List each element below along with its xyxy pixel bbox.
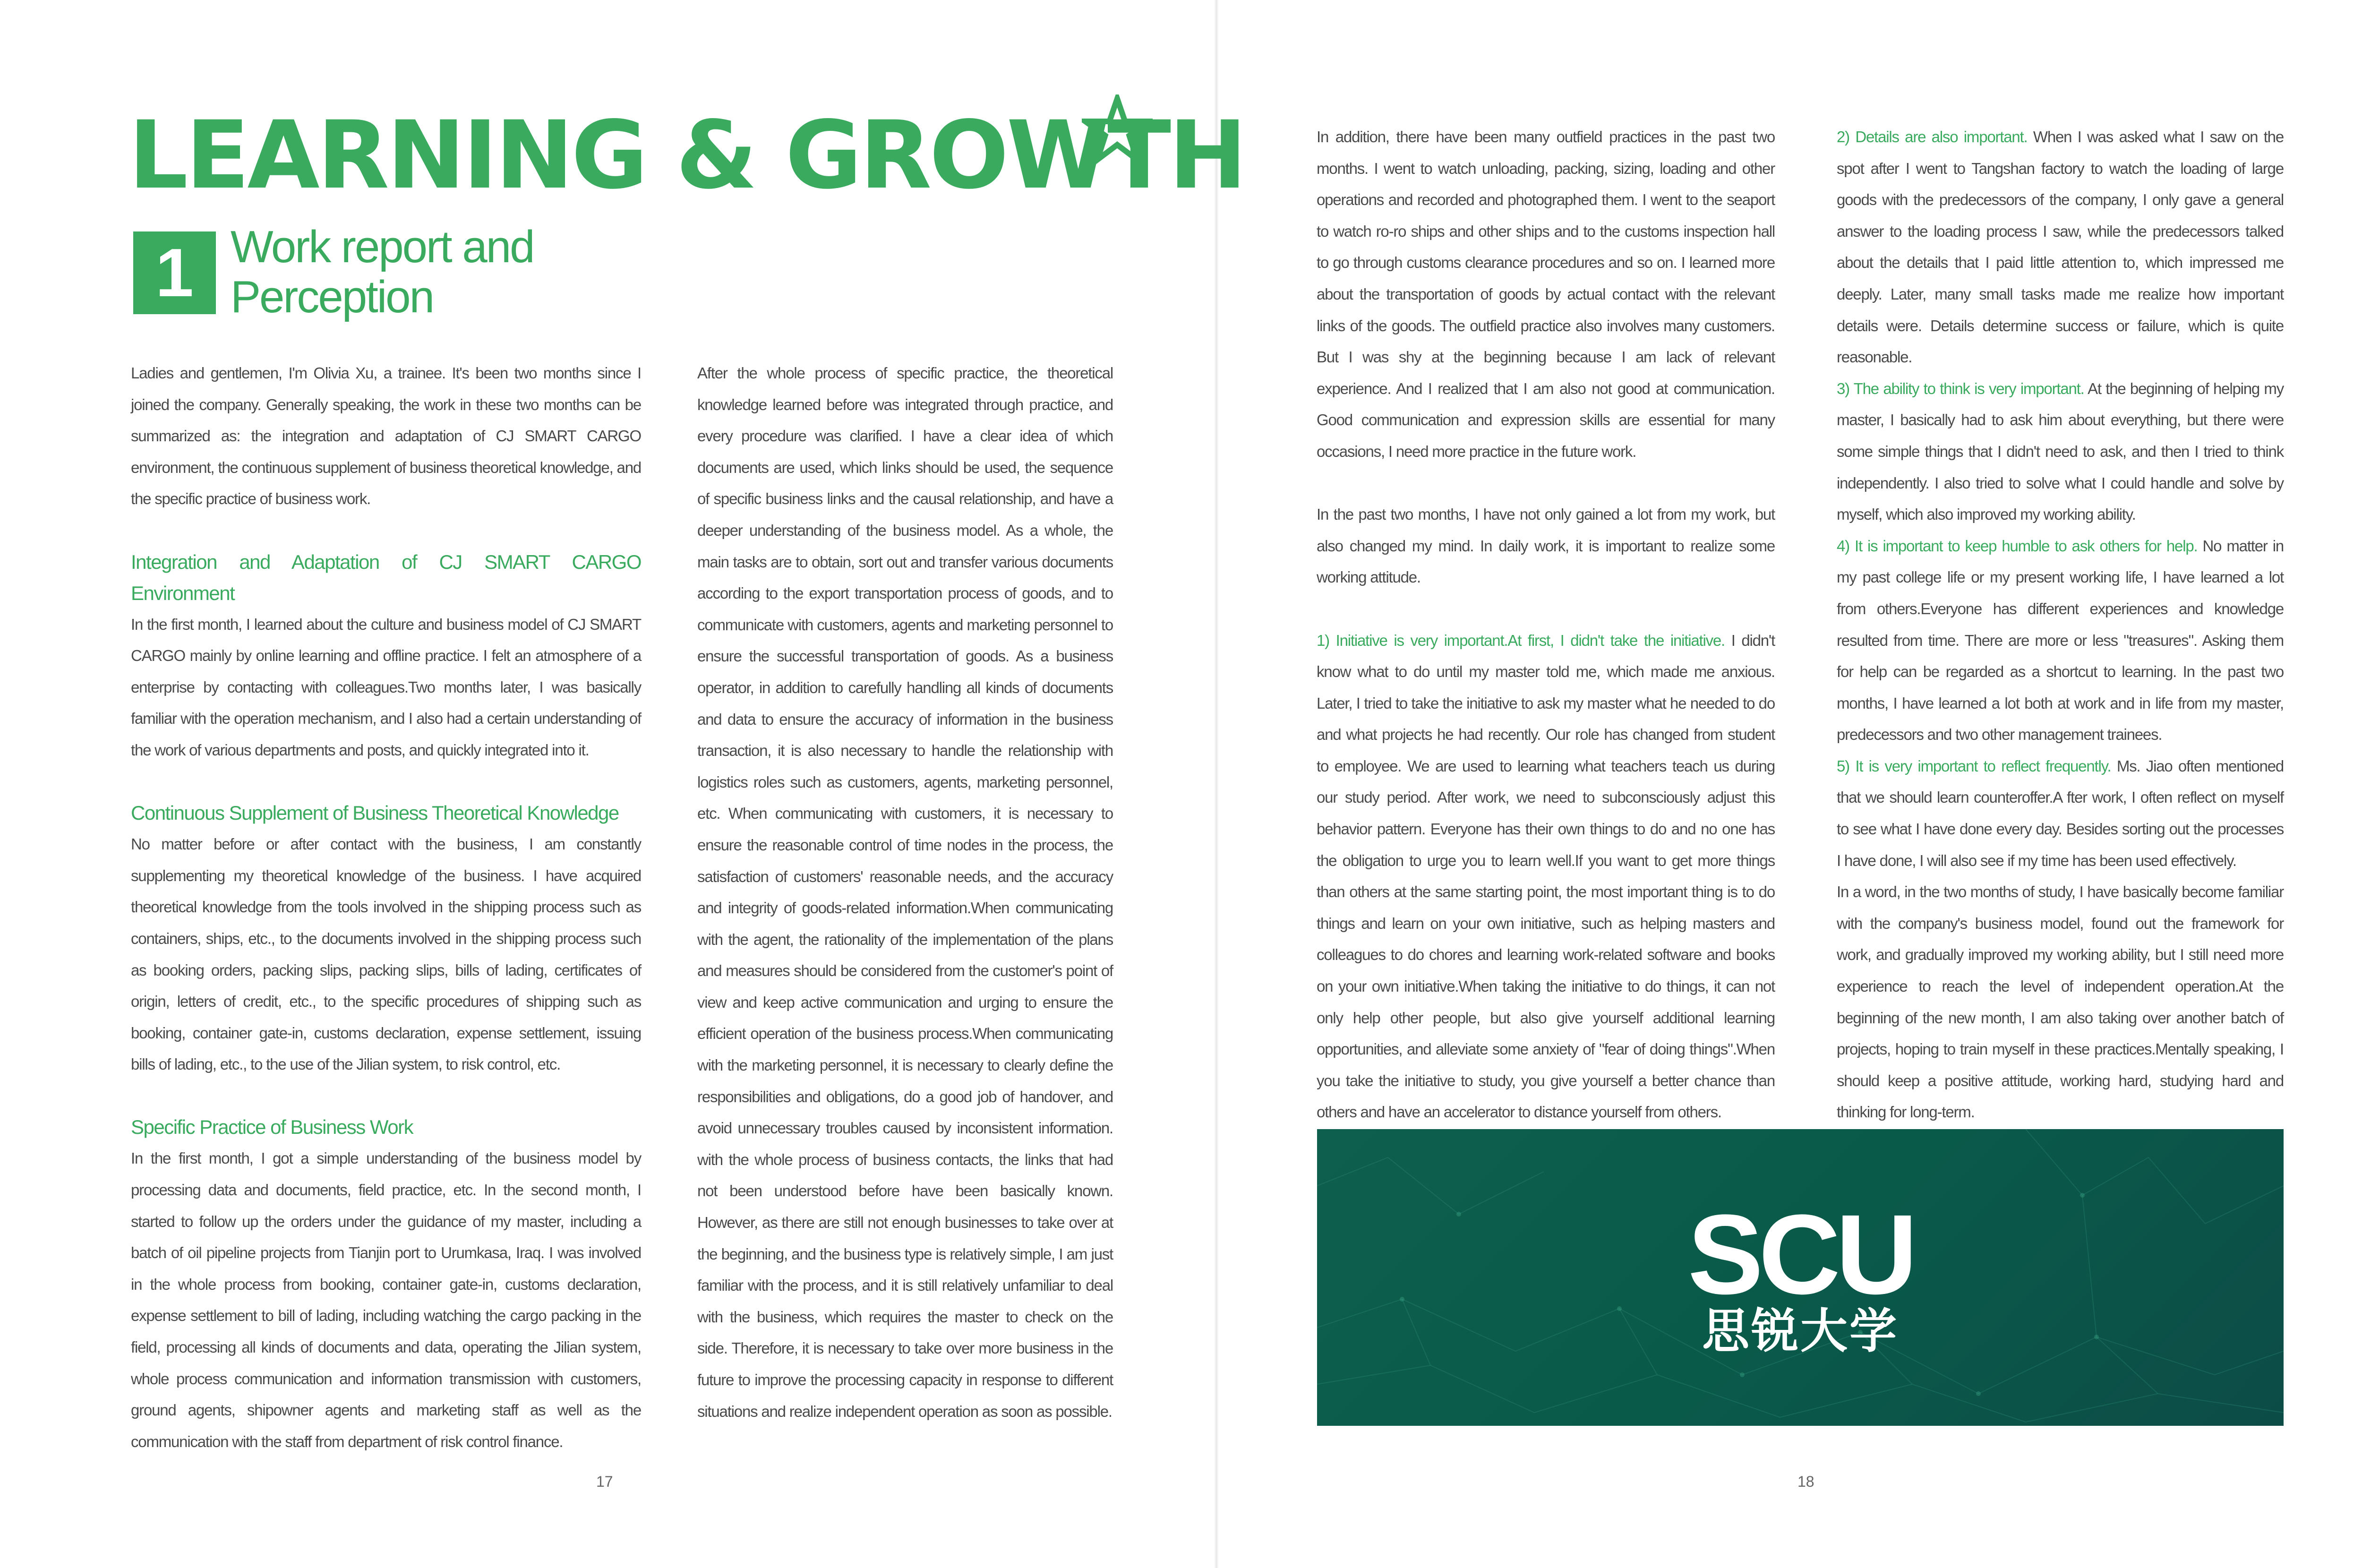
point-initiative-body: I didn't know what to do until my master told me, which made me anxious. Later, I tried to take the initiative to ask my master what he needed to do and what projects he had recently. Our role has changed from student to employee. We are used to learning what teachers teach us during our study period. After work, we need to subconsciously adjust this behavior pattern. Everyone has their own things to do and no one has the obligation to urge you to learn well.If you want to get more things than others at the same starting point, the most important thing is to do things and learn on your own initiative, such as helping masters and colleagues to do chores and learning work-related software and books on your own initiative.When taking the initiative to do things, it can not only help other people, but also give yourself additional learning opportunities, and alleviate some anxiety of "fear of doing things".When you take the initiative to study, you give yourself a better chance than others and have an accelerator to distance yourself from others.	[1317, 631, 1775, 1121]
scu-banner	[1317, 1129, 2284, 1426]
page-spine	[1214, 0, 1219, 1568]
point-humble-body: No matter in my past college life or my present working life, I have learned a lot from others.Everyone has different experiences and knowledge resulted from time. There are more or less "treasures". Asking them for help can be regarded as a shortcut to learning. In the past two months, I have learned a lot both at work and in life from my master, predecessors and two other management trainees.	[1837, 537, 2284, 744]
star-icon	[1082, 94, 1153, 165]
paragraph-reflect	[1837, 751, 2284, 876]
paragraph-details	[1837, 121, 2284, 373]
paragraph-initiative	[1317, 625, 1775, 1129]
left-column-1	[131, 358, 641, 1457]
point-initiative-lead: 1) Initiative is very important.At first, I didn't take the initiative.	[1317, 631, 1725, 649]
right-column-1	[1317, 121, 1775, 1128]
point-details-lead: 2) Details are also important.	[1837, 128, 2028, 146]
left-column-2	[697, 358, 1113, 1427]
point-reflect-body: Ms. Jiao often mentioned that we should learn counteroffer.A fter work, I often reflect on myself to see what I have done every day. Besides sorting out the processes I have done, I will also see if my time has been used effectively.	[1837, 757, 2284, 869]
point-reflect-lead: 5) It is very important to reflect frequently.	[1837, 757, 2111, 775]
subheading-practice: Specific Practice of Business Work	[131, 1116, 413, 1139]
paragraph-thinking	[1837, 373, 2284, 531]
page-number-right: 18	[1797, 1473, 1814, 1490]
section-number-badge: 1	[133, 231, 216, 314]
page-title: LEARNING & GROWTH	[128, 101, 1245, 210]
paragraph-outfield: In addition, there have been many outfield practices in the past two months. I went to watch unloading, packing, sizing, loading and other operations and recorded and photographed them. I went to the seaport to watch ro-ro ships and other ships and to the customs inspection hall to go through customs clearance procedures and so on. I learned more about the transportation of goods by actual contact with the relevant links of the goods. The outfield practice also involves many customers. But I was shy at the beginning because I am lack of relevant experience. And I realized that I am also not good at communication. Good communication and expression skills are essential for many occasions, I need more practice in the future work.	[1317, 128, 1775, 460]
scu-logo-text: SCU	[1687, 1191, 1913, 1318]
paragraph-theory: No matter before or after contact with the business, I am constantly supplementing my theoretical knowledge of the business. I have acquired theoretical knowledge from the tools involved in the shipping process such as containers, ships, etc., to the documents involved in the shipping process such as booking orders, packing slips, packing slips, bills of lading, certificates of origin, letters of credit, etc., to the specific procedures of shipping such as booking, container gate-in, customs declaration, expense settlement, issuing bills of lading, etc., to the use of the Jilian system, to risk control, etc.	[131, 835, 641, 1073]
paragraph-practice: In the first month, I got a simple understanding of the business model by processing data and documents, field practice, etc. In the second month, I started to follow up the orders under the guidance of my master, including a batch of oil pipeline projects from Tianjin port to Urumkasa, Iraq. I was involved in the whole process from booking, container gate-in, customs declaration, expense settlement to bill of lading, including watching the cargo packing in the field, processing all kinds of documents and data, operating the Jilian system, whole process communication and information transmission with customers, ground agents, shipowner agents and marketing staff as well as the communication with the staff from department of risk control finance.	[131, 1149, 641, 1450]
point-details-body: When I was asked what I saw on the spot after I went to Tangshan factory to watch the loading of large goods with the predecessors of the company, I only gave a general answer to the loading process I saw, while the predecessors talked about the details that I paid little attention to, which impressed me deeply. Later, many small tasks made me realize how important details were. Details determine success or failure, which is quite reasonable.	[1837, 128, 2284, 366]
intro-paragraph: Ladies and gentlemen, I'm Olivia Xu, a trainee. It's been two months since I joined the company. Generally speaking, the work in these two months can be summarized as: the integration and adaptation of CJ SMART CARGO environment, the continuous supplement of business theoretical knowledge, and the specific practice of business work.	[131, 364, 641, 508]
section-title: Work report and Perception	[231, 222, 534, 322]
subheading-integration: Integration and Adaptation of CJ SMART CARGO Environment	[131, 550, 641, 604]
paragraph-conclusion: In a word, in the two months of study, I have basically become familiar with the company's business model, found out the framework for work, and gradually improved my working ability, but I still need more experience to reach the level of independent operation.At the beginning of the new month, I am also taking over another batch of projects, hoping to train myself in these practices.Mentally speaking, I should keep a positive attitude, working hard, studying hard and thinking for long-term.	[1837, 883, 2284, 1121]
scu-logo-chinese: 思锐大学	[1702, 1305, 1899, 1358]
right-column-2	[1837, 121, 2284, 1163]
subheading-theory: Continuous Supplement of Business Theoretical Knowledge	[131, 802, 619, 824]
paragraph-integration: In the first month, I learned about the culture and business model of CJ SMART CARGO mainly by online learning and offline practice. I felt an atmosphere of a enterprise by contacting with colleagues.Two months later, I was basically familiar with the operation mechanism, and I also had a certain understanding of the work of various departments and posts, and quickly integrated into it.	[131, 615, 641, 759]
point-humble-lead: 4) It is important to keep humble to ask others for help.	[1837, 537, 2198, 555]
point-thinking-body: At the beginning of helping my master, I basically had to ask him about everything, but there were some simple things that I didn't need to ask, and then I tried to think independently. I also tried to solve what I could handle and solve by myself, which also improved my working ability.	[1837, 379, 2284, 523]
point-thinking-lead: 3) The ability to think is very important.	[1837, 379, 2084, 397]
paragraph-mindset: In the past two months, I have not only gained a lot from my work, but also changed my mind. In daily work, it is important to realize some working attitude.	[1317, 506, 1775, 586]
paragraph-practice-summary: After the whole process of specific practice, the theoretical knowledge learned before was integrated through practice, and every procedure was clarified. I have a clear idea of which documents are used, which links should be used, the sequence of specific business links and the causal relationship, and have a deeper understanding of the business model. As a whole, the main tasks are to obtain, sort out and transfer various documents according to the export transportation process of goods, and to communicate with customers, agents and marketing personnel to ensure the successful transportation of goods. As a business operator, in addition to carefully handling all kinds of documents and data to ensure the accuracy of information in the business transaction, it is also necessary to handle the relationship with logistics roles such as customers, agents, marketing personnel, etc. When communicating with customers, it is necessary to ensure the reasonable control of time nodes in the process, the satisfaction of customers' reasonable needs, and the accuracy and integrity of goods-related information.When communicating with the agent, the rationality of the implementation of the plans and measures should be considered from the customer's point of view and keep active communication and urging to ensure the efficient operation of the business process.When communicating with the marketing personnel, it is necessary to clearly define the responsibilities and obligations, do a good job of handover, and avoid unnecessary troubles caused by inconsistent information. with the whole process of business contacts, the links that had not been understood before have been basically known. However, as there are still not enough businesses to take over at the beginning, and the business type is relatively simple, I am just familiar with the process, and it is still relatively unfamiliar to deal with the business, which requires the master to check on the side. Therefore, it is necessary to take over more business in the future to improve the processing capacity in response to different situations and realize independent operation as soon as possible.	[697, 364, 1113, 1420]
paragraph-humble	[1837, 531, 2284, 751]
page-number-left: 17	[596, 1473, 613, 1490]
